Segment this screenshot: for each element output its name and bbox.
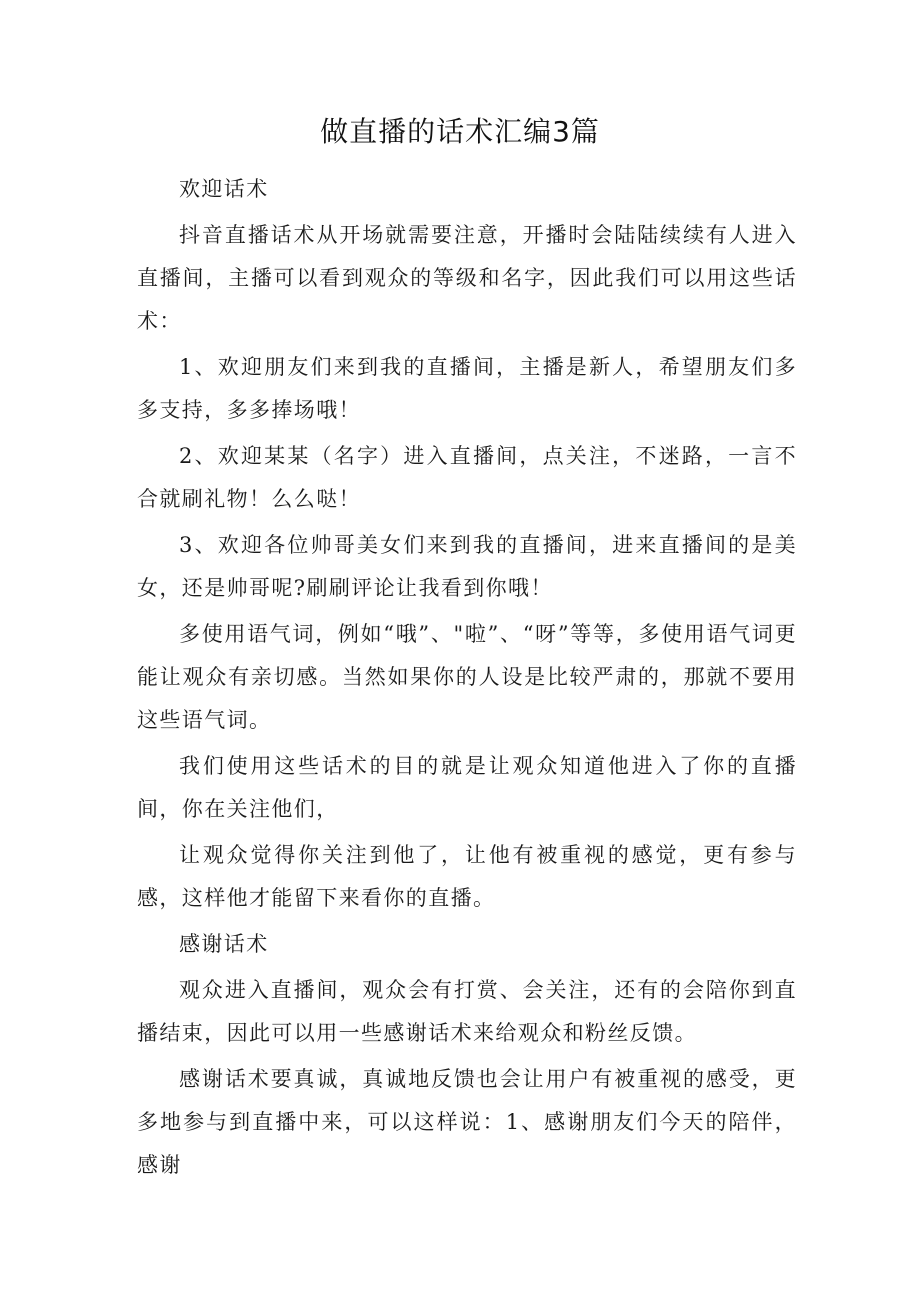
paragraph: 多使用语气词，例如“哦”、"啦”、“呀”等等，多使用语气词更能让观众有亲切感。当然如果你的人设是比较严肃的，那就不要用这些语气词。 [137,622,797,732]
paragraph: 让观众觉得你关注到他了，让他有被重视的感觉，更有参与感，这样他才能留下来看你的直播。 [137,843,797,910]
paragraph: 2、欢迎某某（名字）进入直播间，点关注，不迷路，一言不合就刷礼物！么么哒！ [137,444,797,511]
paragraph: 抖音直播话术从开场就需要注意，开播时会陆陆续续有人进入直播间，主播可以看到观众的等级和名字，因此我们可以用这些话术： [137,223,797,333]
document-title: 做直播的话术汇编3篇 [320,115,600,148]
section-heading-thanks: 感谢话术 [179,932,269,956]
paragraph: 观众进入直播间，观众会有打赏、会关注，还有的会陪你到直播结束，因此可以用一些感谢话术来给观众和粉丝反馈。 [137,978,797,1045]
paragraph: 感谢话术要真诚，真诚地反馈也会让用户有被重视的感受，更多地参与到直播中来，可以这样说：1、感谢朋友们今天的陪伴，感谢 [137,1067,797,1177]
paragraph: 3、欢迎各位帅哥美女们来到我的直播间，进来直播间的是美女，还是帅哥呢?刷刷评论让我看到你哦！ [137,533,797,600]
paragraph: 我们使用这些话术的目的就是让观众知道他进入了你的直播间，你在关注他们， [137,754,797,821]
paragraph: 1、欢迎朋友们来到我的直播间，主播是新人，希望朋友们多多支持，多多捧场哦！ [137,355,797,422]
section-heading-welcome: 欢迎话术 [179,177,269,201]
document-body [137,168,797,1190]
